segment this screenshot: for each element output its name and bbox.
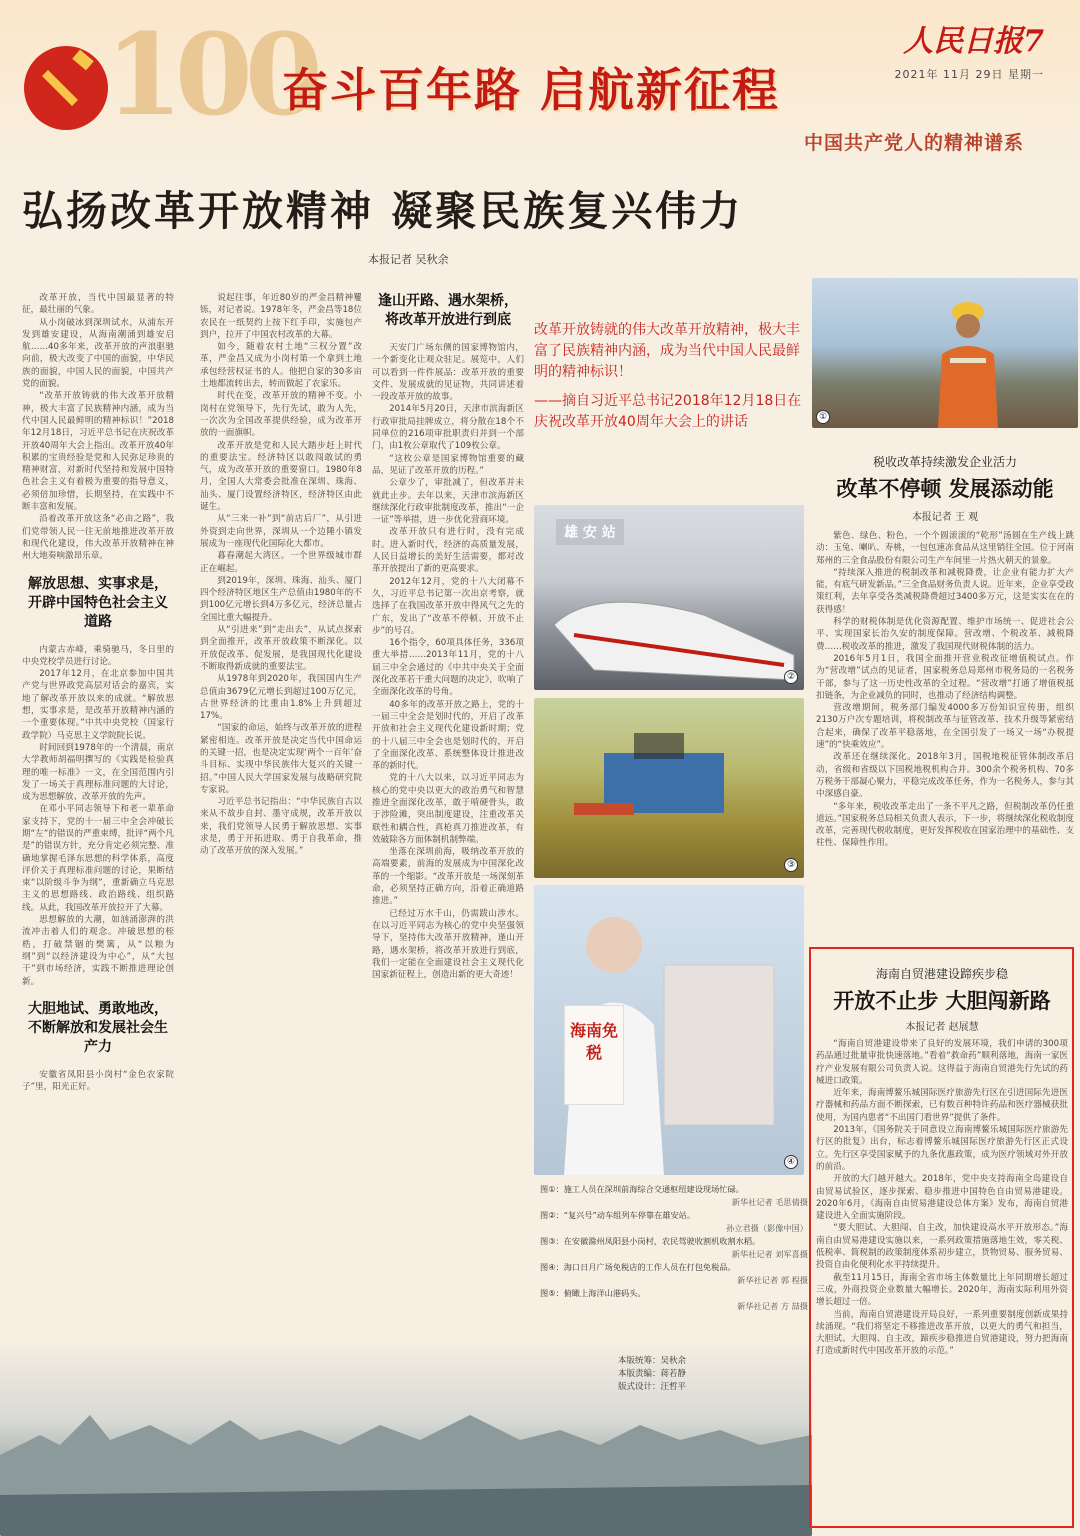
main-headline: 弘扬改革开放精神 凝聚民族复兴伟力 (22, 187, 744, 235)
photo-duty-free-shop (534, 885, 804, 1175)
shop-sign: 海南免税 (564, 1005, 624, 1105)
paragraph: 沿着改革开放这条“必由之路”，我们党带领人民一往无前地推进改革开放和现代化建设，伟大改革开放精神在神州大地奏响激昂乐章。 (22, 514, 174, 562)
paragraph: 2017年12月，在北京参加中国共产党与世界政党高层对话会的嘉宾，实地了解改革开放以来的成就。“解放思想，实事求是，是改革开放精神内涵的一个重要体现。”中共中央党校（国家行政学院）马克思主义学院院长说。 (22, 669, 174, 741)
paragraph: 2016年5月1日，我国全面推开营业税改征增值税试点。作为“营改增”试点的见证者，国家税务总局郑州市税务局的一名税务干部，参与了这一历史性改革的全过程。“营改增”打通了增值税抵扣链条，为企业减负的同时，也推动了经济结构调整。 (816, 653, 1074, 701)
main-byline: 本报记者 吴秋余 (368, 253, 449, 266)
caption-credit: 新华社记者 刘军喜摄 (731, 1249, 808, 1259)
caption-credit: 新华社记者 郭 程摄 (737, 1275, 808, 1285)
article-column-3 (372, 292, 524, 1292)
caption-credit: 新华社记者 方 喆摄 (737, 1301, 808, 1311)
dateline: 2021年 11月 29日 星期一 (894, 68, 1044, 81)
photo-number: ④ (784, 1155, 798, 1169)
paragraph: 说起往事，年近80岁的严金昌精神矍铄，对记者说。1978年冬，严金昌等18位农民在一纸契约上按下红手印，实施包产到户，拉开了中国农村改革的大幕。 (200, 293, 362, 340)
centennial-number: 100 (105, 10, 315, 141)
paragraph: “改革开放铸就的伟大改革开放精神，极大丰富了民族精神内涵，成为当代中国人民最鲜明的精神标识！”2018年12月18日，习近平总书记在庆祝改革开放40周年大会上指出。改革开放40年积累的宝贵经验是党和人民弥足珍贵的精神财富，对新时代坚持和发展中国特色社会主义有着极为重要的指导意义，必须倍加珍惜，长期坚持，在实践中不断丰富和发展。 (22, 391, 174, 513)
paragraph: 改革开放只有进行时，没有完成时。进入新时代，经济的高质量发展，人民日益增长的美好生活需要，都对改革开放提出了新的更高要求。 (372, 527, 524, 575)
paragraph: 时代在变，改革开放的精神不变。小岗村在党领导下，先行先试，敢为人先，一次次为全国改革提供经验，成为改革开放的一面旗帜。 (200, 391, 362, 439)
caption: 图④：海口日月广场免税店的工作人员在打包免税品。 (540, 1262, 736, 1272)
hainan-article-kicker: 海南自贸港建设蹄疾步稳 (875, 967, 1008, 981)
paragraph: 在邓小平同志领导下和老一辈革命家支持下，党的十一届三中全会冲破长期“左”的错误的严重束缚，批评“两个凡是”的错误方针，充分肯定必须完整、准确地掌握毛泽东思想的科学体系，高度评价关于真理标准问题的讨论，果断结束“以阶级斗争为纲”，重新确立马克思主义的思想路线、政治路线、组织路线。从此，我国改革开放拉开了大幕。 (22, 804, 174, 913)
photo-number: ① (816, 410, 830, 424)
paragraph: 2012年12月，党的十八大闭幕不久，习近平总书记第一次出京考察，就选择了在我国改革开放中得风气之先的广东，发出了“改革不停顿、开放不止步”的号召。 (372, 576, 524, 636)
paragraph: 从“引进来”到“走出去”，从试点探索到全面推开，改革开放政策不断深化。以开放促改革、促发展，是我国现代化建设不断取得新成就的重要法宝。 (200, 625, 362, 672)
paragraph: 安徽省凤阳县小岗村“金色农家院子”里，阳光正好。 (22, 1069, 174, 1093)
photo-xiongan-station (534, 505, 804, 690)
hainan-article-title: 开放不止步 大胆闯新路 (833, 988, 1051, 1013)
paragraph: 开放的大门越开越大。2018年，党中央支持海南全岛建设自由贸易试验区，逐步探索、稳步推进中国特色自由贸易港建设。2020年6月，《海南自由贸易港建设总体方案》发布，海南自贸港建设进入全面实施阶段。 (816, 1174, 1068, 1222)
credit-editor: 本版统筹：吴秋余 (618, 1356, 687, 1366)
paragraph: 从“三来一补”到“前店后厂”，从引进外资到走向世界，深圳从一个边陲小镇发展成为一座现代化国际化大都市。 (200, 514, 362, 549)
paragraph: “海南自贸港建设带来了良好的发展环境，我们申请的300项药品通过批量审批快速落地。”看着“救命药”顺利落地，海南一家医疗产业发展有限公司负责人说。这得益于海南自贸港先行先试的药械进口政策。 (816, 1039, 1068, 1086)
paragraph: 当前，海南自贸港建设开局良好，一系列重要制度创新成果持续涌现。“我们将坚定不移推进改革开放，以更大的勇气和担当，大胆试、大胆闯、自主改，蹄疾步稳推进自贸港建设，努力把海南打造成新时代中国改革开放的示范。” (816, 1309, 1068, 1357)
paragraph: 到2019年，深圳、珠海、汕头、厦门四个经济特区地区生产总值由1980年的不到100亿元增长到4万多亿元，经济总量占全国比重大幅提升。 (200, 575, 362, 623)
worker-figure-icon (928, 294, 1008, 428)
header-slogan: 奋斗百年路 启航新征程 (282, 63, 781, 117)
paragraph: 营改增期间，税务部门编发4000多万份知识宣传册，组织2130万户次专题培训，将税制改革与征管改革、技术升级等紧密结合起来，确保了改革平稳落地，在全国引发了一场又一场“办税提速”的“快乘效应”。 (816, 703, 1074, 751)
paragraph: 从1978年到2020年，我国国内生产总值由3679亿元增长到超过100万亿元，占世界经济的比重由1.8%上升到超过17%。 (200, 674, 362, 722)
paragraph: 内蒙古赤峰，乘骑驰马，冬日里的中央党校学员进行讨论。 (22, 644, 174, 667)
pull-quote (534, 320, 804, 433)
paragraph: 如今，随着农村土地“三权分置”改革，严金昌又成为小岗村第一个拿到土地承包经营权证书的人。他把自家的30多亩土地都流转出去，转而做起了农家乐。 (200, 342, 362, 390)
tax-article-body (816, 530, 1074, 940)
tax-article-title: 改革不停顿 发展添动能 (836, 476, 1054, 501)
paragraph: 习近平总书记指出：“中华民族自古以来从不故步自封、墨守成规，改革开放以来，我们党领导人民勇于解放思想、实事求是，勇于开拓进取、勇于自我革命，推动了改革开放的深入发展。” (200, 797, 362, 857)
paragraph: 天安门广场东侧的国家博物馆内，一个新变化让观众驻足。展览中，人们可以看到一件件展品：改革开放的重要文件、发展成就的见证物，共同讲述着一段改革开放的故事。 (372, 343, 524, 403)
subheading: 解放思想、实事求是，开辟中国特色社会主义道路 (28, 575, 168, 630)
quote-source: ——摘自习近平总书记2018年12月18日在庆祝改革开放40周年大会上的讲话 (534, 393, 802, 430)
bullet-train-icon (534, 505, 804, 690)
caption: 图①：施工人员在深圳前海综合交通枢纽建设现场忙碌。 (540, 1184, 744, 1194)
paragraph: 坐落在深圳前海，吸纳改革开放的高端要素，前海的发展成为中国深化改革的一个缩影。“改革开放是一场深刻革命，必须坚持正确方向，沿着正确道路推进。” (372, 847, 524, 907)
paragraph: 思想解放的大潮，如汹涌澎湃的洪流冲击着人们的观念。冲破思想的桎梏，打破禁锢的樊篱，从“以粮为纲”到“以经济建设为中心”，从“大包干”到市场经济，实践不断推进理论创新。 (22, 915, 174, 987)
paragraph: “这枚公章是国家博物馆重要的藏品，见证了改革开放的历程。” (372, 453, 524, 476)
paragraph: 改革开放，当代中国最显著的特征，最壮丽的气象。 (22, 293, 174, 316)
paragraph: 2013年，《国务院关于同意设立海南博鳌乐城国际医疗旅游先行区的批复》出台，标志着博鳌乐城国际医疗旅游先行区正式设立。先行区享受国家赋予的九条优惠政策，成为医疗领域对外开放的前沿。 (816, 1125, 1068, 1172)
paragraph: 改革开放是党和人民大踏步赶上时代的重要法宝。经济特区以敢闯敢试的勇气，成为改革开放的重要窗口。1980年8月，全国人大常委会批准在深圳、珠海、汕头、厦门设置经济特区，经济特区由此诞生。 (200, 440, 362, 513)
newspaper-logo: 人民日报7 (903, 24, 1044, 59)
paragraph: 科学的财税体制是优化资源配置、维护市场统一、促进社会公平、实现国家长治久安的制度保障。营改增、个税改革、减税降费……税收改革的推进，激发了我国现代财税体制的活力。 (816, 617, 1074, 652)
port-skyline-icon (0, 1345, 812, 1536)
caption: 图③：在安徽滁州凤阳县小岗村，农民驾驶收割机收割水稻。 (540, 1236, 761, 1246)
paragraph: 紫色、绿色、粉色，一个个圆滚滚的“乾形”汤圆在生产线上跳动：玉兔、喇叭、寿桃，一包包速冻食品从这里销往全国。位于河南郑州的三全食品股份有限公司生产车间里一片热火朝天的景象。 (816, 531, 1074, 566)
caption-credit: 孙立君摄（影像中国） (726, 1223, 808, 1233)
quote-text: 改革开放铸就的伟大改革开放精神，极大丰富了民族精神内涵，成为当代中国人民最鲜明的精神标识！ (534, 322, 800, 380)
photo-number: ② (784, 670, 798, 684)
subheading: 大胆地试、勇敢地改，不断解放和发展社会生产力 (28, 1000, 168, 1055)
caption: 图⑤：俯瞰上海洋山港码头。 (540, 1288, 646, 1298)
paragraph: 从小岗破冰到深圳试水，从浦东开发到雄安建设，从海南潮涌到雄安启航……40多年来，改革开放的声浪驱驰向前，极大改变了中国的面貌，中华民族的面貌，中国人民的面貌，中国共产党的面貌。 (22, 317, 174, 390)
paragraph: 时间回到1978年的一个清晨，南京大学教师胡福明撰写的《实践是检验真理的唯一标准》一文，在全国范围内引发了一场关于真理标准问题的大讨论，成为思想解放、改革开放的先声。 (22, 742, 174, 803)
article-column-1 (22, 292, 174, 1302)
paragraph: “持续深入推进的税制改革和减税降费，让企业有能力扩大产能，有底气研发新品。”三全食品财务负责人说。近年来，企业享受政策红利，去年享受各类减税降费超过3400多万元，这是实实在在的获得感！ (816, 567, 1074, 615)
page-credits (618, 1355, 686, 1394)
paragraph: 2014年5月20日，天津市滨海新区行政审批局挂牌成立，将分散在18个不同单位的216项审批职责归并到一个部门，由1枚公章取代了109枚公章。 (372, 404, 524, 452)
photo-rice-harvest (534, 698, 804, 878)
paragraph: 16个指令，60项具体任务，336项重大举措……2013年11月，党的十八届三中全会通过的《中共中央关于全面深化改革若干重大问题的决定》，吹响了全面深化改革的号角。 (372, 638, 524, 698)
credit-editor2: 本版责编：蒋若静 (618, 1369, 687, 1379)
article-column-2 (200, 292, 362, 1292)
page-header (0, 0, 1080, 170)
paragraph: 暮春潮起大湾区。一个世界级城市群正在崛起。 (200, 551, 362, 574)
subheading: 逢山开路、遇水架桥，将改革开放进行到底 (378, 293, 518, 328)
paragraph: “要大胆试、大胆闯、自主改，加快建设高水平开放形态。”海南自由贸易港建设实施以来，一系列政策措施落地生效，零关税、低税率、简税制的政策制度体系初步建立，货物贸易、服务贸易、投资自由化便利化水平持续提升。 (816, 1223, 1068, 1271)
station-sign: 雄 安 站 (556, 519, 624, 545)
hainan-article-byline: 本报记者 赵展慧 (905, 1022, 979, 1033)
harvester-icon (534, 698, 804, 878)
paragraph: 已经过万水千山，仍需跋山涉水。在以习近平同志为核心的党中央坚强领导下，坚持伟大改革开放精神，逢山开路，遇水架桥，将改革开放进行到底，我们一定能在全面建设社会主义现代化国家新征程上，创造出新的更大奇迹！ (372, 908, 524, 981)
paragraph: 改革还在继续深化。2018年3月，国税地税征管体制改革启动，省级和省级以下国税地税机构合并。300余个税务机构、70多万税务干部凝心聚力，平稳完成改革任务，作为一名税务人，参与其中深感自豪。 (816, 752, 1074, 800)
photo-yangshan-port (0, 1345, 812, 1536)
photo-construction-worker (812, 278, 1078, 428)
paragraph: “多年来，税收改革走出了一条不平凡之路，但税制改革仍任重道远。”国家税务总局相关负责人表示，下一步，将继续深化税收制度改革，完善现代税收制度，更好发挥税收在国家治理中的基础性、支柱性、保障性作用。 (816, 801, 1074, 849)
party-emblem-icon (18, 30, 118, 140)
masthead (895, 16, 1044, 82)
paragraph: 党的十八大以来，以习近平同志为核心的党中央以更大的政治勇气和智慧推进全面深化改革，敢于啃硬骨头，敢于涉险滩，突出制度建设，注重改革关联性和耦合性，真枪真刀推进改革，有效破除各方面体制机制弊端。 (372, 773, 524, 845)
tax-article-byline: 本报记者 王 观 (911, 512, 979, 523)
hainan-article-body (816, 1038, 1068, 1522)
caption: 图②：“复兴号”动车组列车停靠在雄安站。 (540, 1210, 696, 1220)
tax-article-kicker: 税收改革持续激发企业活力 (872, 455, 1017, 469)
paragraph: “国家的命运，始终与改革开放的进程紧密相连。改革开放是决定当代中国命运的关键一招，也是决定实现‘两个一百年’奋斗目标、实现中华民族伟大复兴的关键一招。”中国人民大学国家发展与战略研究院专家说。 (200, 723, 362, 795)
photo-number: ③ (784, 858, 798, 872)
caption-credit: 新华社记者 毛思倩摄 (731, 1197, 808, 1207)
paragraph: 截至11月15日，海南全省市场主体数量比上年同期增长超过三成，外商投资企业数量大幅增长。2020年，海南实际利用外资增长超过一倍。 (816, 1272, 1068, 1308)
paragraph: 近年来，海南博鳌乐城国际医疗旅游先行区在引进国际先进医疗器械和药品方面不断探索，已有数百种特许药品和医疗器械获批使用，为国内患者“不出国门看世界”提供了条件。 (816, 1088, 1068, 1123)
paragraph: 公章少了，审批减了，但改革并未就此止步。去年以来，天津市滨海新区继续深化行政审批制度改革，推出“一企一证”等举措，进一步优化营商环境。 (372, 478, 524, 526)
paragraph: 40多年的改革开放之路上，党的十一届三中全会是划时代的，开启了改革开放和社会主义现代化建设新时期；党的十八届三中全会也是划时代的，开启了全面深化改革、系统整体设计推进改革的新时代。 (372, 699, 524, 772)
header-subhead: 中国共产党人的精神谱系 (803, 132, 1024, 154)
photo-captions (540, 1183, 808, 1313)
credit-designer: 版式设计：汪哲平 (618, 1382, 687, 1392)
